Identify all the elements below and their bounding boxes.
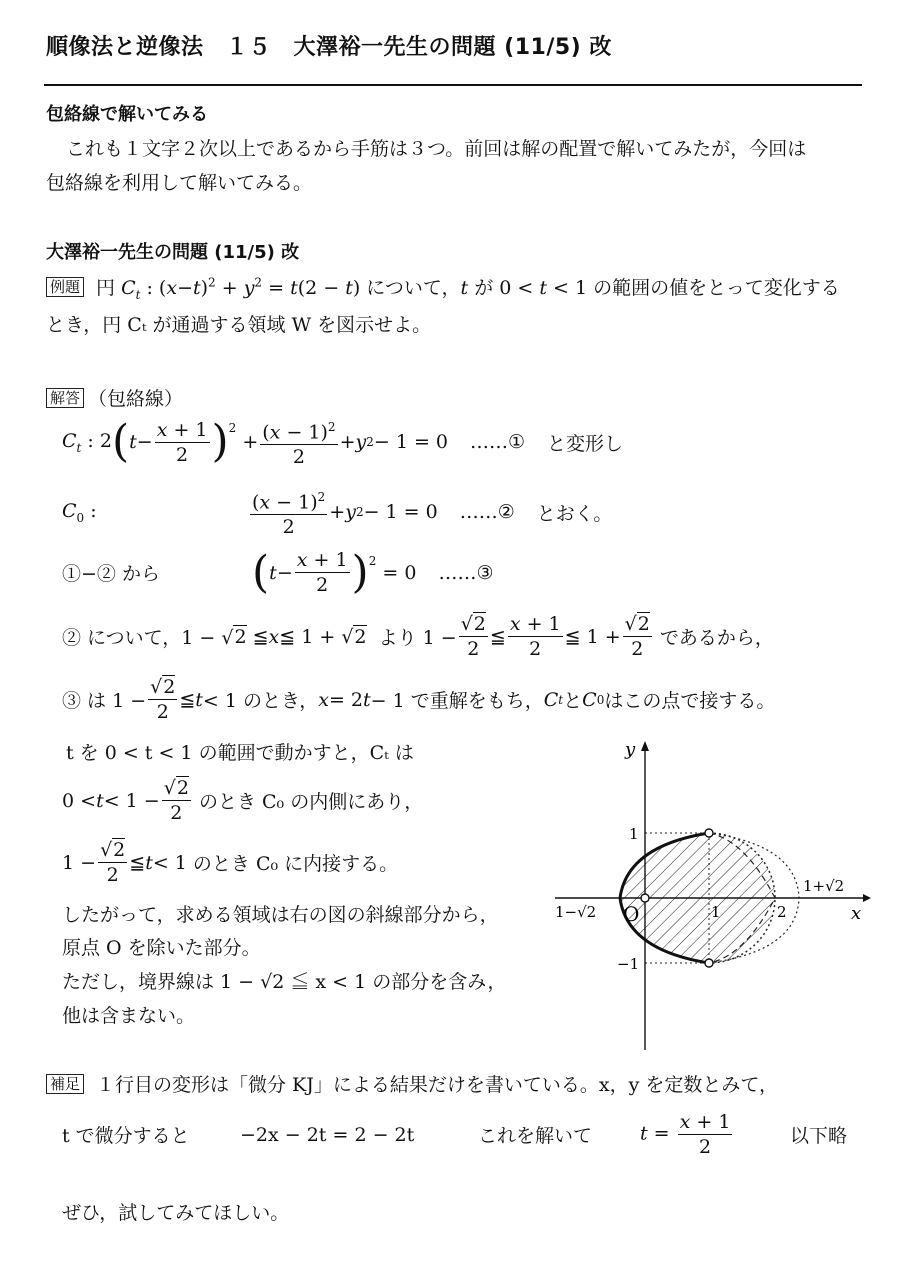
text-b7: 他は含まない。: [62, 1005, 196, 1027]
text-b5: 原点 O を除いた部分。: [62, 937, 261, 959]
text-b2-suffix: のとき C₀ の内側にあり，: [198, 791, 424, 813]
eq2-note: とおく。: [536, 502, 613, 525]
example-line-1: 例題 円 $C_t$ : $(x-t)^2 + y^2 = t(2 - t)$ について，t が 0 < t < 1 の範囲の値をとって変化する: [46, 273, 840, 302]
point-top: [705, 829, 713, 837]
dots-1: ……: [470, 431, 508, 454]
text-b3-suffix: のとき C₀ に内接する。: [192, 853, 399, 875]
range-line: ② について，1 − √ 2 ≦ x ≦ 1 + √ 2 より 1 − $\frac{√2}{2}$ ≦ $\frac{x + 1}{2}$ ≦ 1 + $\frac{√2}{2}$ であるから，: [62, 613, 774, 660]
eq3-prefix: ①−② から: [62, 563, 160, 585]
dots-2: ……: [459, 501, 498, 524]
supplement-line-2: t で微分すると −2x − 2t = 2 − 2t これを解いて t = $\frac{x + 1}{2}$ 以下略: [62, 1111, 848, 1158]
axis-y-label: y: [625, 739, 636, 760]
eq1-note: と変形し: [547, 432, 624, 455]
section-heading-envelope: 包絡線で解いてみる: [46, 104, 208, 125]
tangent-line: ③ は 1 − $\frac{√2}{2}$ ≦ t < 1 のとき， x = 2 t − 1 で重解をもち， C t と C 0 はこの点で接する。: [62, 676, 776, 723]
dots-3: ……: [438, 561, 477, 584]
intro-line-2: 包絡線を利用して解いてみる。: [46, 172, 313, 194]
region-figure: [545, 735, 875, 1055]
label-1-minus-sqrt2: 1−√2: [555, 903, 597, 921]
closing-line: ぜひ，試してみてほしい。: [62, 1202, 290, 1224]
supplement-eq: −2x − 2t = 2 − 2t: [240, 1123, 415, 1146]
text-b2: 0 < t < 1 − $\frac{√2}{2}$ のとき C₀ の内側にあり，: [62, 777, 424, 824]
equation-2: $C_0$ : $\frac{(x - 1)^2}{2}$ + y 2 − 1 = 0 …… ② とおく。: [62, 485, 612, 539]
solution-method: （包絡線）: [88, 388, 184, 410]
supplement-t-diff: t で微分すると: [62, 1125, 190, 1147]
axis-x-label: x: [851, 903, 862, 924]
example-tag: 例題: [46, 277, 84, 297]
mark-3: ③: [476, 561, 494, 584]
solution-tag: 解答: [46, 388, 84, 408]
text-b6: ただし，境界線は 1 − √2 ≦ x < 1 の部分を含み，: [62, 971, 507, 993]
text-b4: したがって，求める領域は右の図の斜線部分から，: [62, 904, 499, 926]
text-b1: t を 0 < t < 1 の範囲で動かすと，Cₜ は: [66, 742, 414, 764]
mark-1: ①: [508, 431, 526, 454]
intro-line-1: これも１文字２次以上であるから手筋は３つ。前回は解の配置で解いてみたが，今回は: [66, 138, 807, 160]
y-axis-arrow: [641, 741, 649, 751]
tick-2: 2: [777, 903, 787, 921]
equation-1: $C_t$ : 2 ( t − $\frac{x + 1}{2}$ ) $^2$ + $\frac{(x - 1)^2}{2}$ + y 2 − 1 = 0 …… ① と変形し: [62, 416, 624, 469]
supplement-rest: 以下略: [790, 1125, 848, 1147]
text-b3: 1 − $\frac{√2}{2}$ ≦ t < 1 のとき C₀ に内接する。: [62, 839, 399, 886]
supplement-line-1: [46, 1070, 778, 1097]
supplement-text-1: １行目の変形は「微分 KJ」による結果だけを書いている。x，y を定数とみて，: [96, 1074, 778, 1096]
title-rule: [44, 84, 862, 86]
tick-1: 1: [711, 903, 721, 921]
solution-header: [46, 384, 183, 411]
tick-y1: 1: [629, 825, 639, 843]
supplement-solve: これを解いて: [478, 1125, 593, 1147]
label-1-plus-sqrt2: 1+√2: [803, 877, 845, 895]
page-title: 順像法と逆像法 １５ 大澤裕一先生の問題 (11/5) 改: [46, 35, 612, 60]
origin-label: O: [623, 902, 640, 926]
section-heading-problem: 大澤裕一先生の問題 (11/5) 改: [46, 242, 300, 263]
example-line-2: とき，円 Cₜ が通過する領域 W を図示せよ。: [46, 314, 432, 336]
tick-ym1: −1: [617, 955, 640, 973]
equation-3: ①−② から ( t − $\frac{x + 1}{2}$ ) $^2$ = 0 …… ③: [62, 546, 494, 598]
supplement-tag: 補足: [46, 1074, 84, 1094]
mark-2: ②: [497, 501, 515, 524]
origin-point: [641, 894, 649, 902]
x-axis-arrow: [863, 894, 871, 902]
point-bottom: [705, 959, 713, 967]
